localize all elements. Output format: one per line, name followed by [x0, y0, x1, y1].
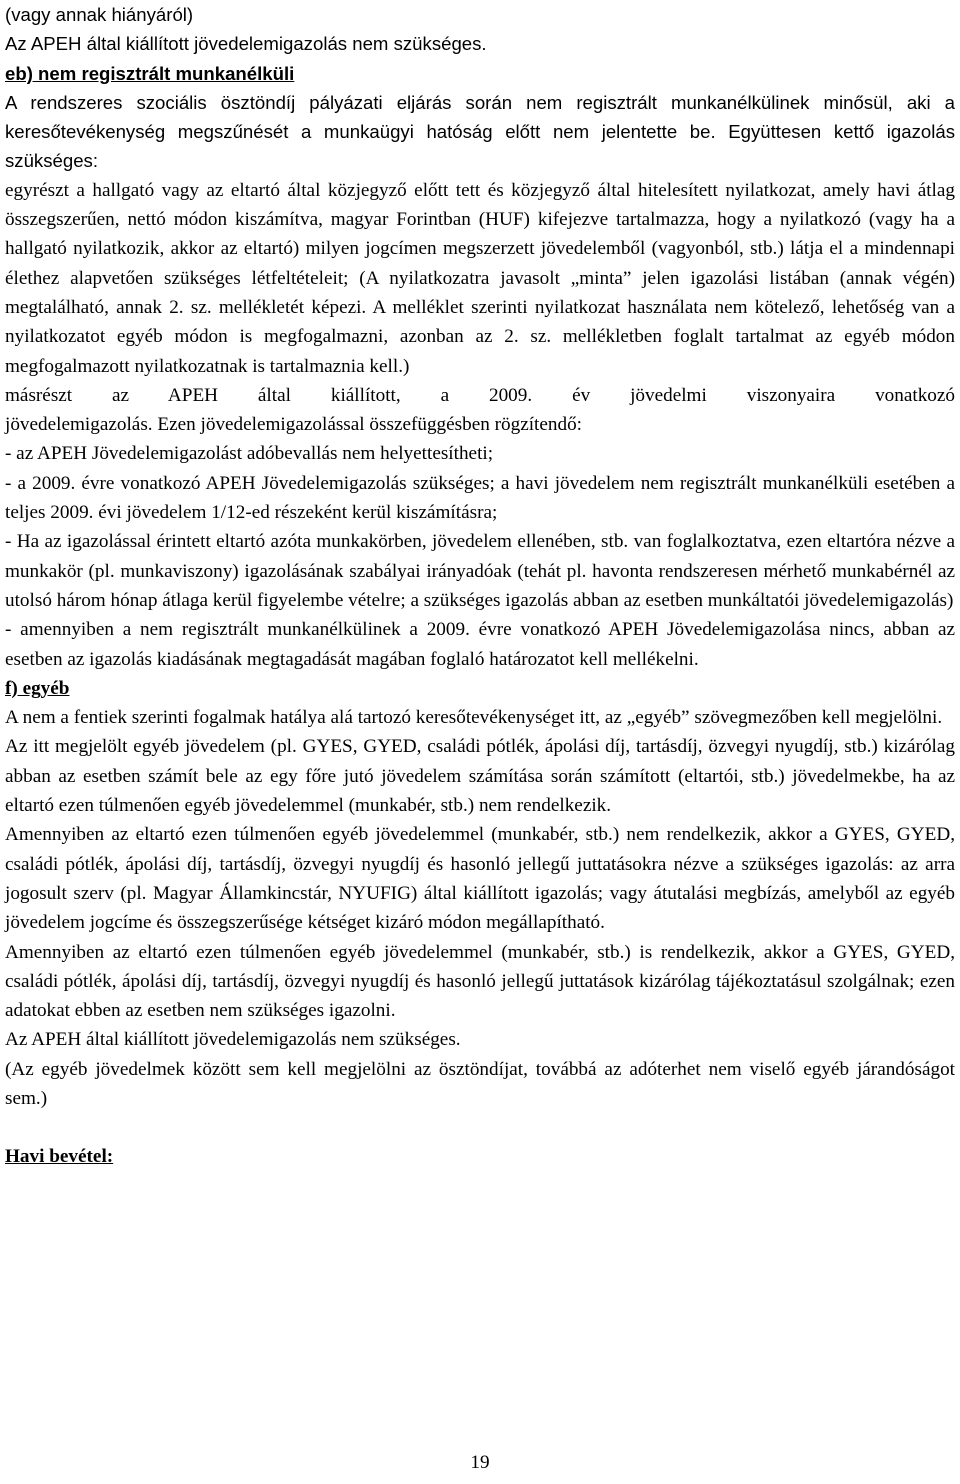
section-heading: f) egyéb — [5, 677, 70, 699]
paragraph: (Az egyéb jövedelmek között sem kell megjelölni az ösztöndíjat, továbbá az adóterhet nem viselő egyéb járandóságot sem.) — [5, 1058, 955, 1109]
list-item: - az APEH Jövedelemigazolást adóbevallás nem helyettesítheti; — [5, 443, 494, 465]
paragraph-line: Az APEH által kiállított jövedelemigazolás nem szükséges. — [5, 33, 487, 55]
page-number: 19 — [470, 1452, 490, 1473]
paragraph: Amennyiben az eltartó ezen túlmenően egyéb jövedelemmel (munkabér, stb.) nem rendelkezik, akkor a GYES, GYED, családi pótlék, ápolási díj, tartásdíj, özvegyi nyugdíj és hasonló jellegű juttatásokra nézve a szükséges igazolás: az arra jogosult szerv (pl. Magyar Államkincstár, NYUFIG) által kiállított igazolás; vagy átutalási megbízás, amelyből az egyéb jövedelem jogcíme és összegszerűsége kétséget kizáró módon megállapítható. — [5, 824, 955, 934]
list-item: - Ha az igazolással érintett eltartó azóta munkakörben, jövedelem ellenében, stb. van foglalkoztatva, ezen eltartóra nézve a munkakör (pl. munkaviszony) igazolásának szabályai irányadóak (tehát pl. havonta rendszeresen mérhető munkabérnél az utolsó három hónap átlaga kerül figyelembe vételre; a szükséges igazolás abban az esetben munkáltatói jövedelemigazolás) — [5, 531, 955, 611]
list-item: - amennyiben a nem regisztrált munkanélkülinek a 2009. évre vonatkozó APEH Jövedelemigazolása nincs, abban az esetben az igazolás kiadásának megtagadását magában foglaló határozatot kell mellékelni. — [5, 619, 955, 670]
list-item: - a 2009. évre vonatkozó APEH Jövedelemigazolás szükséges; a havi jövedelem nem regisztrált munkanélküli esetében a teljes 2009. évi jövedelem 1/12-ed részeként kerül kiszámításra; — [5, 472, 955, 524]
paragraph-line: (vagy annak hiányáról) — [5, 4, 194, 25]
paragraph: másrészt az APEH által kiállított, a 2009. év jövedelmi viszonyaira vonatkozó — [5, 384, 955, 406]
paragraph: Amennyiben az eltartó ezen túlmenően egyéb jövedelemmel (munkabér, stb.) is rendelkezik, akkor a GYES, GYED, családi pótlék, ápolási díj, tartásdíj, özvegyi nyugdíj és hasonló jellegű juttatások kizárólag tájékoztatásul szolgálnak; ezen adatokat ebben az esetben nem szükséges igazolni. — [5, 941, 955, 1022]
paragraph-text: A rendszeres szociális ösztöndíj pályázati eljárás során nem regisztrált munkanélkülinek minősül, aki a keresőtevékenység megszűnését a munkaügyi hatóság előtt nem jelentette be. — [5, 91, 955, 143]
paragraph: egyrészt a hallgató vagy az eltartó által közjegyző előtt tett és közjegyző által hitelesített nyilatkozat, amely havi átlag összegszerűen, nettó módon kiszámítva, magyar Forintban (HUF) kifejezve tartalmazza, hogy a nyilatkozó (vagy ha a hallgató nyilatkozik, akkor az eltartó) milyen jogcímen megszerzett jövedelemből (vagyonból, stb.) látja el a mindennapi élethez alapvetően szükséges létfeltételeit; (A nyilatkozatra javasolt „minta” jelen igazolási listában (annak végén) megtalálható, annak 2. sz. mellékletét képezi. A melléklet szerinti nyilatkozat használata nem kötelező, lehetőség van a nyilatkozatot egyéb módon is megfogalmazni, azonban az 2. sz. mellékletben foglalt tartalmat az egyéb módon megfogalmazott nyilatkozatnak is tartalmaznia kell.) — [5, 179, 955, 377]
blank-line — [5, 1113, 955, 1142]
document-page — [5, 0, 955, 1172]
paragraph: jövedelemigazolás. Ezen jövedelemigazolással összefüggésben rögzítendő: — [5, 414, 583, 436]
paragraph: Az itt megjelölt egyéb jövedelem (pl. GYES, GYED, családi pótlék, ápolási díj, tartásdíj, özvegyi nyugdíj, stb.) kizárólag abban az esetben számít bele az egy főre jutó jövedelem számítása során számított (eltartói, stb.) jövedelmekbe, ha az eltartó ezen túlmenően egyéb jövedelemmel (munkabér, stb.) nem rendelkezik. — [5, 736, 955, 817]
paragraph: Az APEH által kiállított jövedelemigazolás nem szükséges. — [5, 1029, 461, 1051]
paragraph — [5, 88, 955, 176]
paragraph-tail: Együttesen kettő igazolás szükséges: — [5, 121, 955, 172]
section-heading: eb) nem regisztrált munkanélküli — [5, 62, 295, 84]
paragraph: A nem a fentiek szerinti fogalmak hatálya alá tartozó keresőtevékenységet itt, az „egyéb” szövegmezőben kell megjelölni. — [5, 707, 943, 729]
section-heading: Havi bevétel: — [5, 1146, 114, 1168]
